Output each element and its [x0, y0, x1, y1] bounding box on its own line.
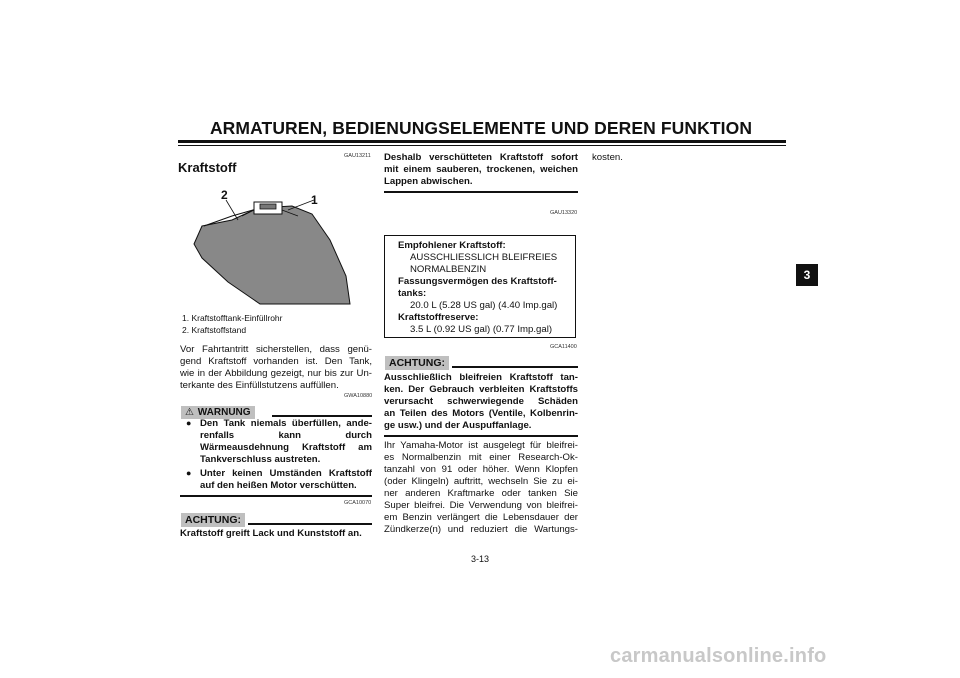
body-text-line: Vor Fahrtantritt sicherstellen, dass genü-: [180, 344, 372, 355]
warning-text-line: Wärmeausdehnung Kraftstoff am: [200, 442, 372, 453]
ref-code: GCA10070: [344, 500, 372, 506]
chapter-tab: 3: [796, 264, 818, 286]
spec-value: 3.5 L (0.92 US gal) (0.77 Imp.gal): [410, 324, 553, 335]
caution-text-line: verursacht schwerwiegende Schäden: [384, 396, 578, 407]
caution-banner: [181, 510, 245, 528]
warning-text-line: Den Tank niemals überfüllen, ande-: [200, 418, 372, 429]
ref-code: GWA10880: [344, 393, 373, 399]
warning-text-line: renfalls kann durch: [200, 430, 372, 441]
warning-label: WARNUNG: [197, 407, 251, 418]
fuel-tank-illustration: [180, 186, 372, 310]
warning-text-line: Unter keinen Umständen Kraftstoff: [200, 468, 372, 479]
page-number: 3-13: [470, 554, 489, 564]
body-text-line: (oder Klingeln) auftritt, wechseln Sie zu ei-: [384, 476, 578, 487]
body-text-line: kosten.: [592, 152, 623, 163]
warning-bottom-rule: [180, 495, 372, 497]
caution-text-line: Deshalb verschütteten Kraftstoff sofort: [384, 152, 578, 163]
bullet-icon: ●: [186, 468, 192, 478]
body-text-line: gend Kraftstoff vorhanden ist. Den Tank,: [180, 356, 372, 367]
body-text-line: Super bleifrei. Die Verwendung von bleifrei-: [384, 500, 578, 511]
caution-badge: ACHTUNG:: [385, 356, 449, 370]
spec-label: Empfohlener Kraftstoff:: [398, 240, 506, 251]
spec-value: AUSSCHLIESSLICH BLEIFREIES: [410, 252, 558, 263]
body-text-line: Ihr Yamaha-Motor ist ausgelegt für bleifrei-: [384, 440, 578, 451]
body-text-line: es Normalbenzin mit einer Research-Ok-: [384, 452, 578, 463]
ref-code: GAU13320: [550, 210, 578, 216]
body-text-line: Zündkerze(n) und reduziert die Wartungs-: [384, 524, 578, 535]
spec-label: tanks:: [398, 288, 427, 299]
caution-rule: [248, 523, 372, 525]
body-text-line: em Benzin verlängert die Lebensdauer der: [384, 512, 578, 523]
caution-text-line: an Teilen des Motors (Ventile, Kolbenrin-: [384, 408, 578, 419]
caution-text: Kraftstoff greift Lack und Kunststoff an.: [180, 528, 362, 539]
spec-label: Fassungsvermögen des Kraftstoff-: [398, 276, 557, 287]
caution-bottom-rule: [384, 191, 578, 193]
caution-banner: [385, 353, 449, 371]
caution-rule: [452, 366, 578, 368]
warning-text-line: auf den heißen Motor verschütten.: [200, 480, 357, 491]
caution-text-line: mit einem sauberen, trockenen, weichen: [384, 164, 578, 175]
body-text-line: tanzahl von 91 oder höher. Wenn Klopfen: [384, 464, 578, 475]
caution-text-line: Ausschließlich bleifreien Kraftstoff tan-: [384, 372, 578, 383]
ref-code: GAU13211: [344, 153, 371, 159]
caution-text-line: Lappen abwischen.: [384, 176, 473, 187]
header-rule-thick: [178, 140, 786, 143]
figure-caption-2: 2. Kraftstoffstand: [182, 325, 247, 335]
warning-rule: [272, 415, 372, 417]
caution-text-line: ge usw.) und der Auspuffanlage.: [384, 420, 532, 431]
figure-caption-1: 1. Kraftstofftank-Einfüllrohr: [182, 313, 283, 323]
section-title: Kraftstoff: [178, 160, 237, 175]
body-text-line: wie in der Abbildung gezeigt, nur bis zur Un-: [180, 368, 372, 379]
caution-text-line: ken. Der Gebrauch verbleiten Kraftstoffs: [384, 384, 578, 395]
bullet-icon: ●: [186, 418, 192, 428]
spec-label: Kraftstoffreserve:: [398, 312, 479, 323]
caution-badge: ACHTUNG:: [181, 513, 245, 527]
ref-code: GCA11400: [550, 344, 577, 350]
body-text-line: terkante des Einfüllstutzens auffüllen.: [180, 380, 339, 391]
spec-value: NORMALBENZIN: [410, 264, 487, 275]
caution-bottom-rule: [384, 435, 578, 437]
watermark: carmanualsonline.info: [610, 645, 827, 667]
spec-value: 20.0 L (5.28 US gal) (4.40 Imp.gal): [410, 300, 558, 311]
body-text-line: ner anderen Kraftmarke oder tanken Sie: [384, 488, 578, 499]
warning-text-line: Tankverschluss austreten.: [200, 454, 321, 465]
figure-label-2: 2: [221, 188, 228, 202]
page-header: ARMATUREN, BEDIENUNGSELEMENTE UND DEREN FUNKTION: [209, 118, 753, 138]
warning-triangle-icon: ⚠: [185, 407, 194, 418]
header-rule-thin: [178, 145, 786, 146]
figure-label-1: 1: [311, 193, 318, 207]
